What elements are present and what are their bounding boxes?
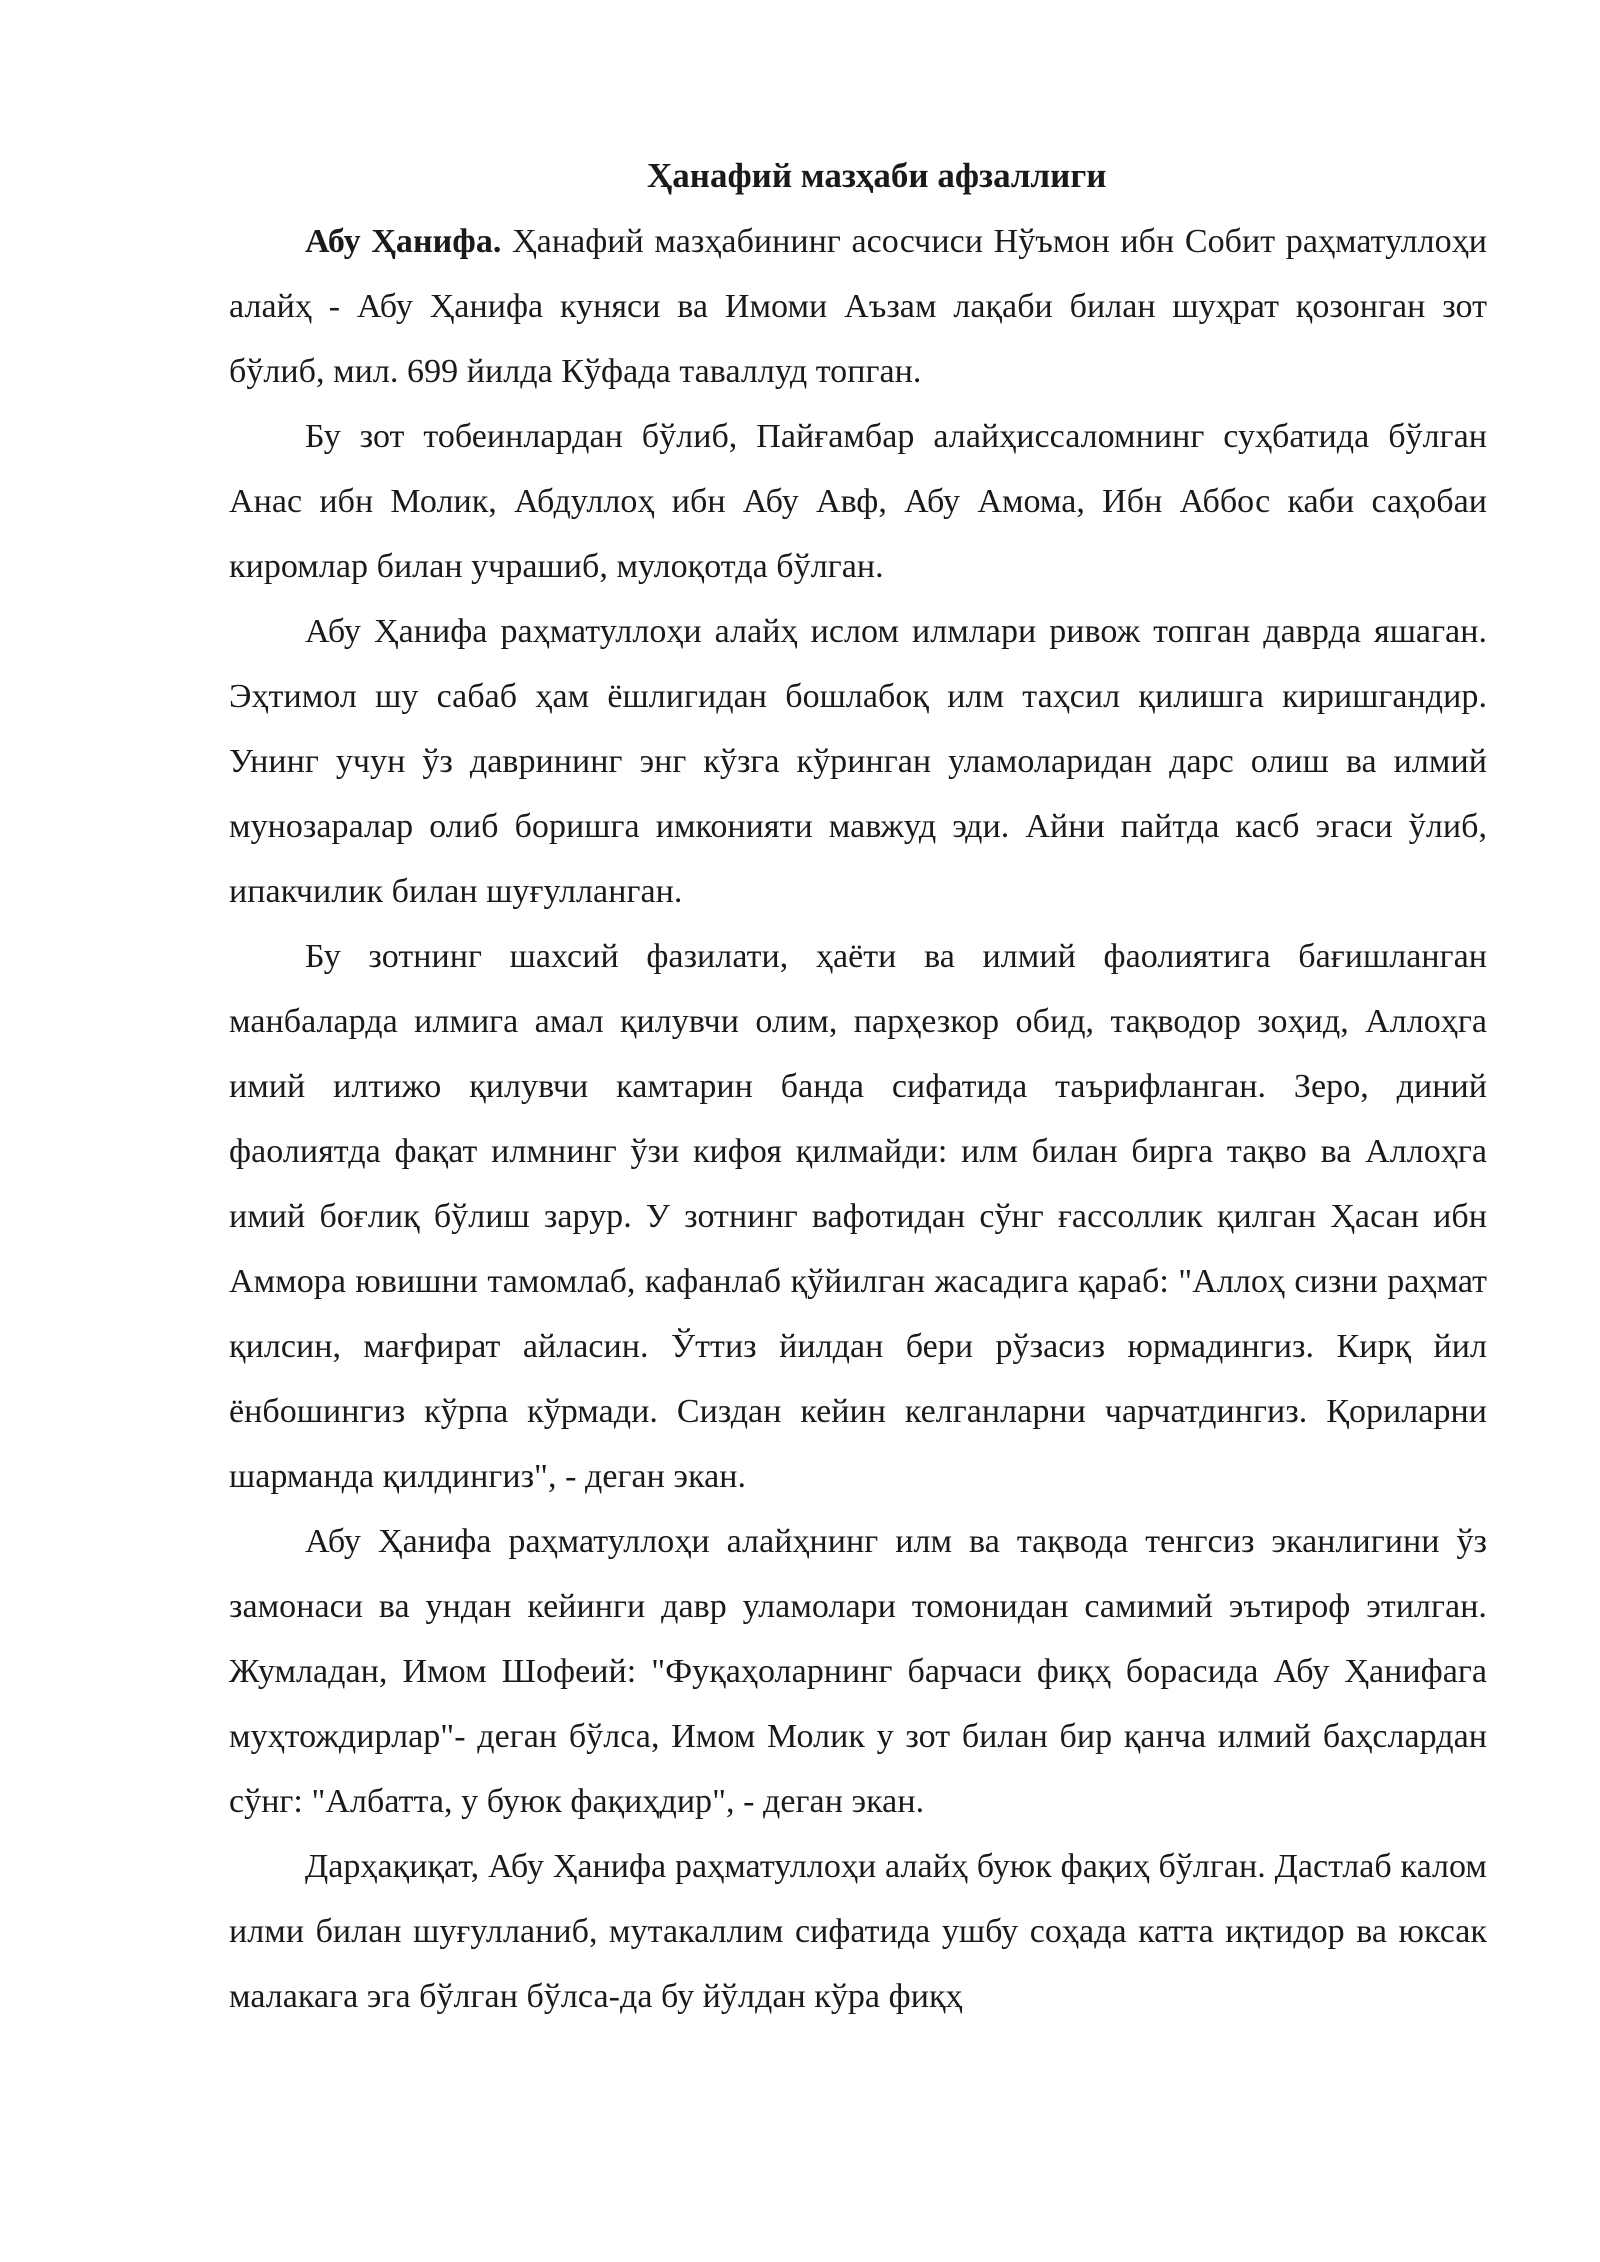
paragraph-text: Абу Ҳанифа раҳматуллоҳи алайҳнинг илм ва тақвода тенгсиз эканлигини ўз замонаси ва ундан кейинги давр уламолари томонидан самимий эътироф этилган. Жумладан, Имом Шофеий: "Фуқаҳоларнинг барчаси фиқҳ борасида Абу Ҳанифага муҳтождирлар"- деган бўлса, Имом Молик у зот билан бир қанча илмий баҳслардан сўнг: "Албатта, у буюк фақиҳдир", - деган экан.: [229, 1523, 1487, 1820]
paragraph-text: Ҳанафий мазҳабининг асосчиси Нўъмон ибн Собит раҳматуллоҳи алайҳ - Абу Ҳанифа куняси ва Имоми Аъзам лақаби билан шуҳрат қозонган зот бўлиб, мил. 699 йилда Кўфада таваллуд топган.: [229, 223, 1488, 390]
paragraph-2: [229, 404, 1487, 599]
paragraph-lead: Абу Ҳанифа.: [305, 223, 502, 260]
document-title: Ҳанафий мазҳаби афзаллиги: [647, 156, 1107, 195]
paragraph-4: [229, 924, 1487, 1509]
paragraph-text: Дарҳақиқат, Абу Ҳанифа раҳматуллоҳи алайҳ буюк фақиҳ бўлган. Дастлаб калом илми билан шуғулланиб, мутакаллим сифатида ушбу соҳада катта иқтидор ва юксак малакага эга бўлган бўлса-да бу йўлдан кўра фиқҳ: [229, 1848, 1487, 2015]
paragraph-text: Бу зот тобеинлардан бўлиб, Пайғамбар алайҳиссаломнинг суҳбатида бўлган Анас ибн Молик, Абдуллоҳ ибн Абу Авф, Абу Амома, Ибн Аббос каби саҳобаи киромлар билан учрашиб, мулоқотда бўлган.: [229, 418, 1487, 585]
paragraph-5: [229, 1509, 1487, 1834]
paragraph-6: [229, 1834, 1487, 2029]
paragraph-1: [229, 209, 1487, 404]
paragraph-text: Бу зотнинг шахсий фазилати, ҳаёти ва илмий фаолиятига бағишланган манбаларда илмига амал қилувчи олим, парҳезкор обид, тақводор зоҳид, Аллоҳга имий илтижо қилувчи камтарин банда сифатида таърифланган. Зеро, диний фаолиятда фақат илмнинг ўзи кифоя қилмайди: илм билан бирга тақво ва Аллоҳга имий боғлиқ бўлиш зарур. У зотнинг вафотидан сўнг ғассоллик қилган Ҳасан ибн Аммора ювишни тамомлаб, кафанлаб қўйилган жасадига қараб: "Аллоҳ сизни раҳмат қилсин, мағфират айласин. Ўттиз йилдан бери рўзасиз юрмадингиз. Кирқ йил ёнбошингиз кўрпа кўрмади. Сиздан кейин келганларни чарчатдингиз. Қориларни шарманда қилдингиз", - деган экан.: [229, 938, 1487, 1495]
paragraph-text: Абу Ҳанифа раҳматуллоҳи алайҳ ислом илмлари ривож топган даврда яшаган. Эҳтимол шу сабаб ҳам ёшлигидан бошлабоқ илм таҳсил қилишга киришгандир. Унинг учун ўз даврининг энг кўзга кўринган уламоларидан дарс олиш ва илмий мунозаралар олиб боришга имконияти мавжуд эди. Айни пайтда касб эгаси ўлиб, ипакчилик билан шуғулланган.: [229, 613, 1487, 910]
paragraph-3: [229, 599, 1487, 924]
